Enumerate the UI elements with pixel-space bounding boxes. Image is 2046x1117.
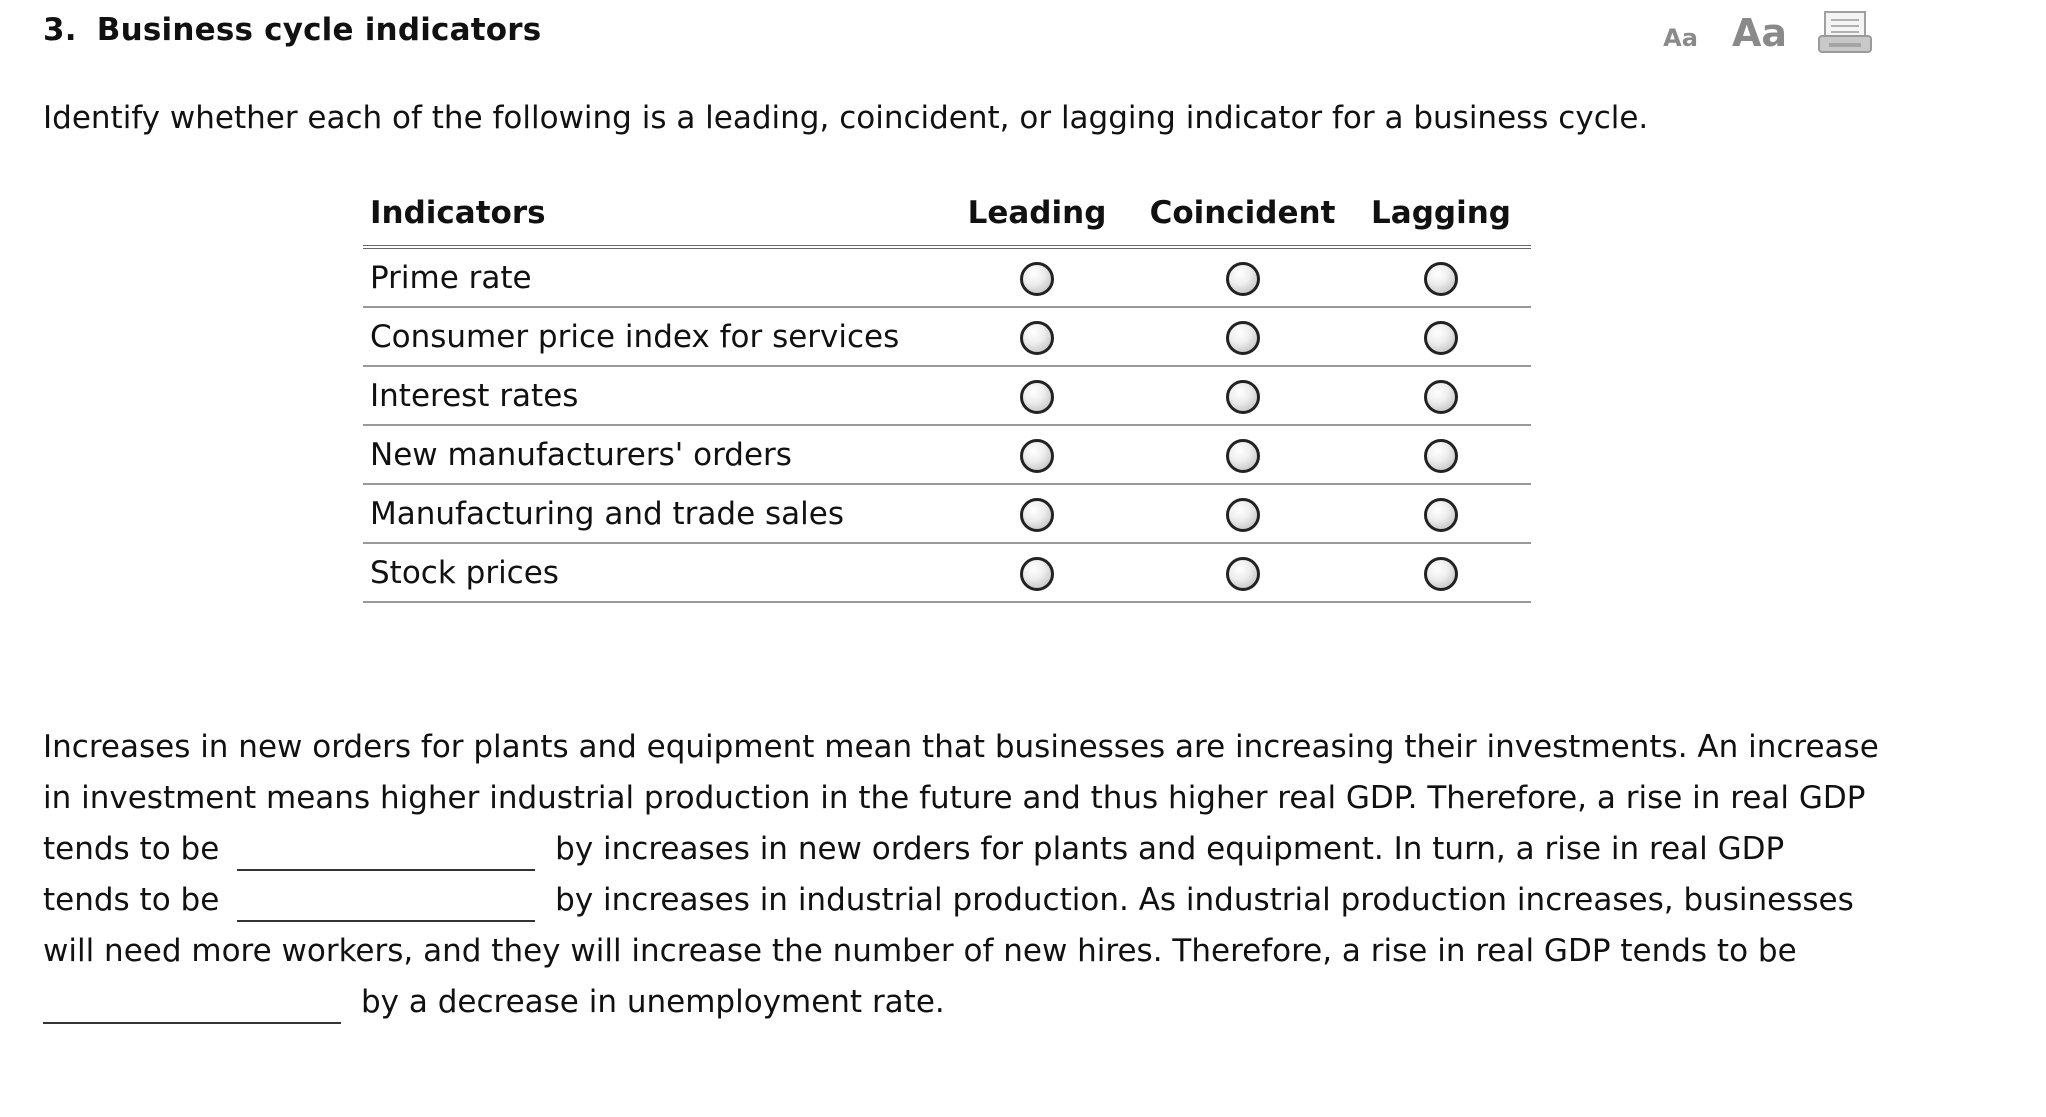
indicator-label: Consumer price index for services [363, 307, 940, 366]
indicators-table [363, 195, 1531, 603]
radio-leading[interactable] [1020, 498, 1054, 532]
passage-line [43, 977, 1883, 1028]
passage-text: by a decrease in unemployment rate. [361, 984, 945, 1020]
radio-lagging[interactable] [1424, 439, 1458, 473]
radio-coincident[interactable] [1226, 439, 1260, 473]
table-row [363, 425, 1531, 484]
radio-coincident[interactable] [1226, 262, 1260, 296]
radio-leading[interactable] [1020, 262, 1054, 296]
passage-line: will need more workers, and they will increase the number of new hires. Therefore, a rise in real GDP tends to be [43, 933, 1797, 969]
question-title [43, 12, 541, 48]
question-number: 3. [43, 12, 77, 48]
radio-coincident[interactable] [1226, 380, 1260, 414]
passage-text: tends to be [43, 882, 220, 918]
print-icon[interactable] [1817, 10, 1873, 56]
indicator-label: Manufacturing and trade sales [363, 484, 940, 543]
table-row [363, 307, 1531, 366]
indicator-label: Prime rate [363, 247, 940, 307]
passage-text: by increases in new orders for plants and equipment. In turn, a rise in real GDP [555, 831, 1785, 867]
table-row [363, 366, 1531, 425]
radio-coincident[interactable] [1226, 498, 1260, 532]
radio-leading[interactable] [1020, 439, 1054, 473]
radio-lagging[interactable] [1424, 380, 1458, 414]
radio-lagging[interactable] [1424, 262, 1458, 296]
table-row [363, 484, 1531, 543]
radio-coincident[interactable] [1226, 557, 1260, 591]
radio-lagging[interactable] [1424, 321, 1458, 355]
indicator-label: Stock prices [363, 543, 940, 602]
radio-leading[interactable] [1020, 380, 1054, 414]
question-header [43, 8, 1873, 58]
instructions-text: Identify whether each of the following is a leading, coincident, or lagging indicator for a business cycle. [43, 100, 1649, 136]
passage-line [43, 824, 1883, 875]
header-indicators: Indicators [363, 195, 940, 247]
answer-blank-2[interactable] [237, 888, 535, 922]
radio-lagging[interactable] [1424, 557, 1458, 591]
header-coincident: Coincident [1134, 195, 1351, 247]
passage-line: Increases in new orders for plants and equipment mean that businesses are increasing their investments. An increase [43, 729, 1879, 765]
indicator-label: New manufacturers' orders [363, 425, 940, 484]
passage-line [43, 875, 1883, 926]
passage-text: tends to be [43, 831, 220, 867]
question-title-text: Business cycle indicators [96, 12, 542, 48]
passage-text: by increases in industrial production. As industrial production increases, businesses [555, 882, 1854, 918]
answer-blank-3[interactable] [43, 990, 341, 1024]
increase-font-button[interactable]: Aa [1731, 11, 1787, 55]
answer-blank-1[interactable] [237, 837, 535, 871]
decrease-font-button[interactable]: Aa [1663, 24, 1698, 52]
radio-leading[interactable] [1020, 557, 1054, 591]
radio-coincident[interactable] [1226, 321, 1260, 355]
toolbar [1663, 8, 1873, 58]
header-lagging: Lagging [1351, 195, 1531, 247]
radio-leading[interactable] [1020, 321, 1054, 355]
table-row [363, 247, 1531, 307]
radio-lagging[interactable] [1424, 498, 1458, 532]
indicator-label: Interest rates [363, 366, 940, 425]
table-row [363, 543, 1531, 602]
fill-in-passage [43, 722, 1883, 1028]
table-header-row [363, 195, 1531, 247]
header-leading: Leading [940, 195, 1134, 247]
passage-line: in investment means higher industrial production in the future and thus higher real GDP. Therefore, a rise in real GDP [43, 780, 1866, 816]
